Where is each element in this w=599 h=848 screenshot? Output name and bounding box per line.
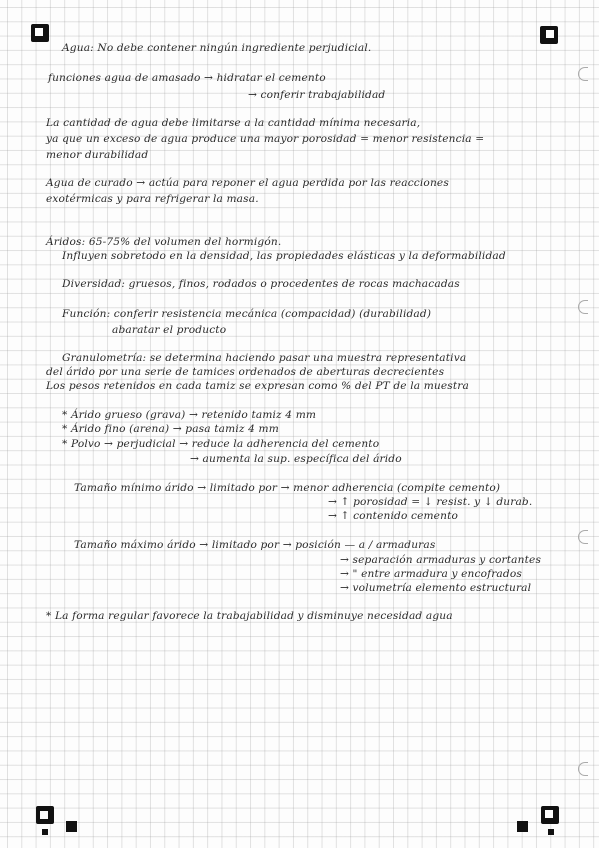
note-line: → ↑ contenido cemento [328, 510, 459, 522]
note-line: * Árido grueso (grava) → retenido tamiz 4 mm [62, 409, 317, 421]
note-line: Tamaño mínimo árido → limitado por → menor adherencia (compite cemento) [74, 482, 501, 494]
note-line: Granulometría: se determina haciendo pasar una muestra representativa [62, 352, 467, 364]
note-line: → " entre armadura y encofrados [340, 568, 522, 580]
note-line: del árido por una serie de tamices ordenados de aberturas decrecientes [46, 366, 445, 378]
note-line: * Árido fino (arena) → pasa tamiz 4 mm [62, 423, 279, 435]
binder-ring-icon [578, 530, 588, 544]
note-line: Influyen sobretodo en la densidad, las propiedades elásticas y la deformabilidad [62, 250, 506, 262]
binder-ring-icon [578, 762, 588, 776]
note-line: Áridos: 65-75% del volumen del hormigón. [46, 236, 282, 248]
note-line: Agua: No debe contener ningún ingrediente perjudicial. [62, 42, 372, 54]
note-line: ya que un exceso de agua produce una mayor porosidad = menor resistencia = [46, 133, 485, 145]
note-line: * La forma regular favorece la trabajabilidad y disminuye necesidad agua [46, 610, 453, 622]
registration-square-right [517, 821, 528, 832]
note-line: Los pesos retenidos en cada tamiz se expresan como % del PT de la muestra [46, 380, 469, 392]
binder-ring-icon [578, 300, 588, 314]
note-line: * Polvo → perjudicial → reduce la adherencia del cemento [62, 438, 380, 450]
note-line: abaratar el producto [112, 324, 227, 336]
registration-square-left [66, 821, 77, 832]
note-line: Diversidad: gruesos, finos, rodados o procedentes de rocas machacadas [62, 278, 460, 290]
registration-dot-left [42, 829, 48, 835]
note-line: Función: conferir resistencia mecánica (compacidad) (durabilidad) [62, 308, 432, 320]
binder-ring-icon [578, 67, 588, 81]
note-line: Tamaño máximo árido → limitado por → posición — a / armaduras [74, 539, 436, 551]
note-line: Agua de curado → actúa para reponer el agua perdida por las reacciones [46, 177, 449, 189]
note-line: La cantidad de agua debe limitarse a la cantidad mínima necesaria, [46, 117, 421, 129]
note-line: funciones agua de amasado → hidratar el cemento [48, 72, 326, 84]
corner-marker-bottom-right [541, 806, 559, 824]
note-line: → separación armaduras y cortantes [340, 554, 542, 566]
corner-marker-top-right [540, 26, 558, 44]
corner-marker-bottom-left [36, 806, 54, 824]
note-line: → volumetría elemento estructural [340, 582, 532, 594]
note-line: → conferir trabajabilidad [248, 89, 386, 101]
registration-dot-right [548, 829, 554, 835]
corner-marker-top-left [31, 24, 49, 42]
note-line: exotérmicas y para refrigerar la masa. [46, 193, 259, 205]
note-line: → aumenta la sup. específica del árido [190, 453, 402, 465]
note-line: → ↑ porosidad = ↓ resist. y ↓ durab. [328, 496, 533, 508]
note-line: menor durabilidad [46, 149, 149, 161]
